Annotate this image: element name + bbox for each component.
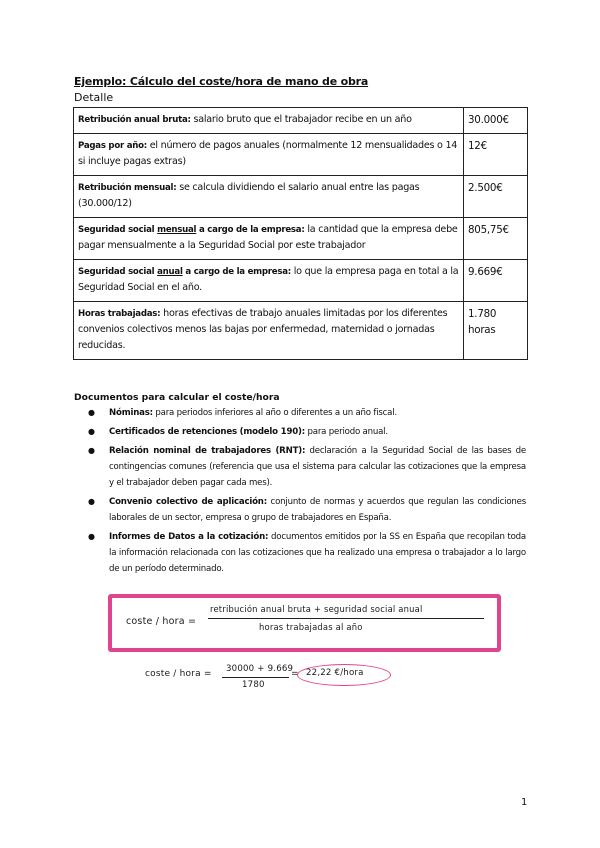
table-cell-description bbox=[74, 176, 464, 218]
formula-fraction-line bbox=[208, 618, 484, 619]
table-cell-value: 30.000€ bbox=[464, 108, 528, 134]
formula-denominator: horas trabajadas al año bbox=[259, 622, 363, 632]
doc-text: conjunto de normas y acuerdos que regulan las condiciones laborales de un sector, empresa o grupo de trabajadores en España. bbox=[109, 497, 526, 523]
row-label: Pagas por año: bbox=[78, 141, 147, 151]
table-cell-value: 805,75€ bbox=[464, 218, 528, 260]
calc-equals: = bbox=[291, 669, 299, 679]
bullet-icon: ● bbox=[88, 497, 95, 506]
doc-term: Informes de Datos a la cotización: bbox=[109, 532, 269, 542]
table-cell-value: 9.669€ bbox=[464, 260, 528, 302]
row-label-post: a cargo de la empresa: bbox=[196, 225, 305, 235]
table-cell-description bbox=[74, 302, 464, 360]
row-text: se calcula dividiendo el salario anual entre las pagas (30.000/12) bbox=[78, 182, 420, 209]
table-cell-value: 1.780 horas bbox=[464, 302, 528, 360]
row-label-pre: Seguridad social bbox=[78, 267, 158, 277]
list-item bbox=[88, 494, 526, 526]
row-text: la cantidad que la empresa debe pagar mensualmente a la Seguridad Social por este trabajador bbox=[78, 224, 458, 251]
list-item bbox=[88, 424, 526, 440]
row-label: Retribución mensual: bbox=[78, 183, 177, 193]
row-label: Horas trabajadas: bbox=[78, 309, 161, 319]
row-text: salario bruto que el trabajador recibe en un año bbox=[190, 114, 412, 125]
bullet-icon: ● bbox=[88, 427, 95, 436]
doc-text: para periodos inferiores al año o diferentes a un año fiscal. bbox=[152, 408, 397, 418]
docs-heading: Documentos para calcular el coste/hora bbox=[74, 392, 280, 403]
doc-term: Certificados de retenciones (modelo 190): bbox=[109, 427, 305, 437]
doc-text: para periodo anual. bbox=[304, 427, 388, 437]
bullet-icon: ● bbox=[88, 446, 95, 455]
row-label: Retribución anual bruta: bbox=[78, 115, 191, 125]
doc-term: Nóminas: bbox=[109, 408, 153, 418]
row-label-underlined: mensual bbox=[157, 225, 197, 235]
page-number: 1 bbox=[521, 797, 528, 808]
detail-table bbox=[73, 107, 528, 360]
table-row bbox=[74, 176, 528, 218]
calc-denominator: 1780 bbox=[242, 680, 265, 690]
row-label-underlined: anual bbox=[157, 267, 183, 277]
row-label bbox=[78, 225, 305, 235]
table-cell-description bbox=[74, 260, 464, 302]
table-row bbox=[74, 218, 528, 260]
row-label bbox=[78, 267, 291, 277]
list-item bbox=[88, 529, 526, 577]
doc-term: Convenio colectivo de aplicación: bbox=[109, 497, 267, 507]
row-label-pre: Seguridad social bbox=[78, 225, 158, 235]
table-cell-description bbox=[74, 218, 464, 260]
table-row bbox=[74, 108, 528, 134]
bullet-icon: ● bbox=[88, 408, 95, 417]
doc-text: documentos emitidos por la SS en España que recopilan toda la información relacionada con las cotizaciones que ha realizado una empresa o trabajador a lo largo de un período determinado. bbox=[109, 532, 526, 574]
table-cell-value: 12€ bbox=[464, 134, 528, 176]
calc-fraction-line bbox=[222, 677, 289, 678]
list-item bbox=[88, 443, 526, 491]
doc-term: Relación nominal de trabajadores (RNT): bbox=[109, 446, 306, 456]
bullet-icon: ● bbox=[88, 532, 95, 541]
table-cell-description bbox=[74, 108, 464, 134]
page-title: Ejemplo: Cálculo del coste/hora de mano de obra bbox=[74, 75, 369, 88]
row-text: lo que la empresa paga en total a la Seguridad Social en el año. bbox=[78, 266, 459, 293]
formula-numerator: retribución anual bruta + seguridad social anual bbox=[210, 604, 423, 614]
table-row bbox=[74, 134, 528, 176]
row-text: horas efectivas de trabajo anuales limitadas por los diferentes convenios colectivos menos las bajas por enfermedad, maternidad o jornadas reducidas. bbox=[78, 308, 448, 351]
row-label-post: a cargo de la empresa: bbox=[182, 267, 291, 277]
table-cell-value: 2.500€ bbox=[464, 176, 528, 218]
table-row bbox=[74, 302, 528, 360]
table-row bbox=[74, 260, 528, 302]
table-cell-description bbox=[74, 134, 464, 176]
doc-text: declaración a la Seguridad Social de las bases de contingencias comunes (referencia que usa el sistema para calcular las cotizaciones que la empresa y el trabajador deben pagar cada mes). bbox=[109, 446, 526, 488]
calc-numerator: 30000 + 9.669 bbox=[226, 664, 294, 674]
formula-lhs: coste / hora = bbox=[126, 616, 197, 627]
calc-result: 22,22 €/hora bbox=[306, 668, 364, 678]
row-text: el número de pagos anuales (normalmente 12 mensualidades o 14 si incluye pagas extras) bbox=[78, 140, 458, 167]
calc-lhs: coste / hora = bbox=[145, 669, 212, 679]
docs-list bbox=[88, 405, 526, 580]
list-item bbox=[88, 405, 526, 421]
section-subtitle: Detalle bbox=[74, 91, 114, 104]
